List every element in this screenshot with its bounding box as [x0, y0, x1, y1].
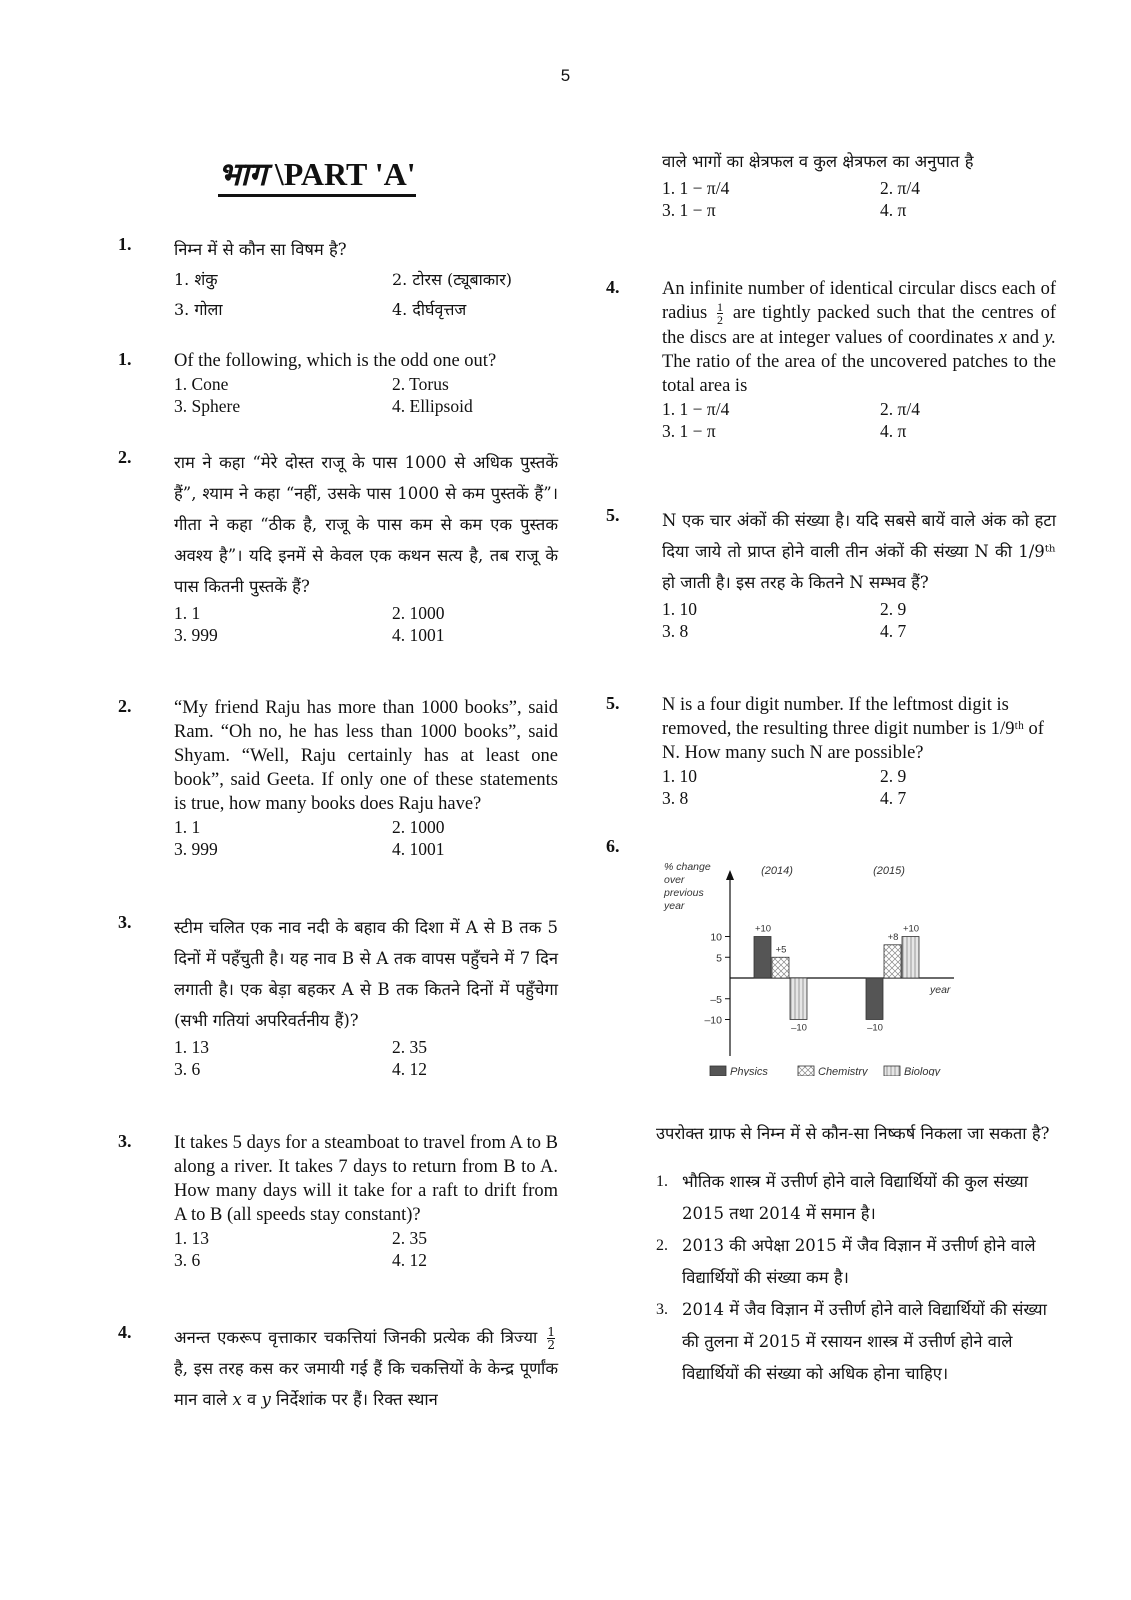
options — [174, 602, 558, 646]
text-segment: अनन्त एकरूप वृत्ताकार चकत्तियां जिनकी प्रत्येक की त्रिज्या — [174, 1328, 538, 1347]
title-hindi: भाग — [218, 155, 267, 193]
option: 4. 1001 — [392, 625, 445, 645]
option: 4. 12 — [392, 1059, 427, 1079]
question-1-english — [118, 349, 558, 417]
legend-label: Chemistry — [818, 1066, 868, 1076]
options — [174, 265, 558, 325]
fraction-numerator: 1 — [717, 300, 724, 315]
question-4-english — [606, 277, 1056, 442]
option: 4. 12 — [392, 1250, 427, 1270]
question-number: 1. — [118, 234, 132, 254]
text-segment: and — [1012, 328, 1039, 349]
question-3-hindi — [118, 912, 558, 1080]
question-2-english — [118, 696, 558, 860]
bar-chart — [658, 836, 958, 1076]
question-number: 4. — [606, 277, 620, 297]
data-label: –10 — [867, 1022, 883, 1034]
question-number: 1. — [118, 349, 132, 369]
options — [174, 1036, 558, 1080]
option: 2. 35 — [392, 1228, 427, 1248]
question-number: 6. — [606, 836, 620, 856]
y-tick-label: –10 — [704, 1014, 722, 1027]
legend-swatch — [884, 1066, 900, 1076]
fraction-numerator: 1 — [547, 1325, 556, 1339]
option-number: 3. — [656, 1300, 668, 1318]
option-number: 2. — [656, 1236, 668, 1254]
bar-biology — [790, 978, 807, 1020]
option: 2. 35 — [392, 1037, 427, 1057]
option-number: 1. — [656, 1172, 668, 1190]
question-text: N एक चार अंकों की संख्या है। यदि सबसे बायें वाले अंक को हटा दिया जाये तो प्राप्त होने वाली तीन अंकों की संख्या N की 1/9ᵗʰ हो जाती है। इस तरह के कितने N सम्भव हैं? — [662, 511, 1056, 592]
variable-y: y. — [1044, 328, 1057, 349]
question-4-hindi-continued — [606, 146, 1056, 221]
option: 3. Sphere — [174, 396, 241, 416]
text-segment: है, इस तरह कस कर जमायी गई हैं कि चकत्तियों के केन्द्र पूर्णांक मान वाले — [174, 1359, 558, 1409]
y-axis-label: previous — [664, 887, 704, 899]
y-axis-label: over — [664, 874, 685, 886]
option: 4. Ellipsoid — [392, 396, 473, 416]
question-3-english — [118, 1131, 558, 1271]
question-text — [662, 277, 1056, 398]
option: 3. 6 — [174, 1059, 201, 1079]
question-text: राम ने कहा “मेरे दोस्त राजू के पास 1000 से अधिक पुस्तकें हैं”, श्याम ने कहा “नहीं, उसके पास 1000 से कम पुस्तकें हैं”। गीता ने कहा “ठीक है, राजू के पास कम से कम एक पुस्तक अवश्य है”। यदि इनमें से केवल एक कथन सत्य है, तब राजू के पास कितनी पुस्तकें हैं? — [174, 453, 558, 596]
fraction-denominator: 2 — [717, 313, 724, 328]
question-number: 5. — [606, 505, 620, 525]
question-number: 4. — [118, 1322, 132, 1342]
option: 1. 1 − π/4 — [662, 399, 730, 420]
option: 3. 999 — [174, 625, 218, 645]
option: 4. 1001 — [392, 839, 445, 859]
question-4-hindi — [118, 1322, 558, 1415]
option: 3. 6 — [174, 1250, 201, 1270]
title-english: \PART 'A' — [274, 156, 416, 192]
question-text: उपरोक्त ग्राफ से निम्न में से कौन-सा निष्कर्ष निकला जा सकता है? — [656, 1124, 1050, 1143]
text-segment: निर्देशांक पर हैं। रिक्त स्थान — [276, 1390, 438, 1409]
y-tick-label: 10 — [710, 931, 722, 944]
option — [656, 1294, 1056, 1390]
option: 1. 13 — [174, 1228, 209, 1248]
bar-chemistry — [884, 945, 901, 978]
bar-physics — [866, 978, 883, 1020]
option: 1. 1 — [174, 817, 201, 837]
option: 1. 10 — [662, 599, 697, 619]
legend-swatch — [798, 1066, 814, 1076]
text-segment: An infinite number of identical circular discs each of radius — [662, 279, 1056, 323]
options — [662, 598, 1056, 642]
option: 4. दीर्घवृत्तज — [392, 300, 467, 319]
question-5-english — [606, 693, 1056, 809]
option: 4. π — [880, 200, 907, 220]
text-segment: are tightly packed such that the centres of the discs are at integer values of coordinates — [662, 303, 1056, 349]
category-label: (2014) — [761, 865, 793, 877]
question-number: 5. — [606, 693, 620, 713]
option: 3. 1 − π — [662, 421, 716, 442]
y-axis-label: % change — [664, 861, 711, 873]
option: 4. 7 — [880, 621, 907, 641]
text-segment: The ratio of the area of the uncovered patches to the total area is — [662, 352, 1056, 397]
option: 2. 9 — [880, 766, 907, 786]
page-number: 5 — [560, 66, 571, 85]
options — [174, 1227, 558, 1271]
y-axis-arrow — [726, 870, 734, 880]
legend-swatch — [710, 1066, 726, 1076]
option: 1. 1 − π/4 — [662, 178, 730, 198]
legend-label: Biology — [904, 1066, 941, 1076]
data-label: +5 — [775, 944, 787, 956]
options — [656, 1166, 1056, 1390]
option: 2. π/4 — [880, 178, 920, 198]
option: 2. 1000 — [392, 817, 445, 837]
question-1-hindi — [118, 234, 558, 325]
legend-label: Physics — [730, 1066, 768, 1076]
option-text: भौतिक शास्त्र में उत्तीर्ण होने वाले विद्यार्थियों की कुल संख्या 2015 तथा 2014 में समान है। — [682, 1171, 1029, 1223]
text-segment: व — [247, 1390, 257, 1409]
x-axis-label: year — [930, 984, 951, 996]
option: 1. शंकु — [174, 270, 218, 289]
question-5-hindi — [606, 505, 1056, 642]
bar-biology — [902, 937, 919, 979]
question-number: 2. — [118, 447, 132, 467]
option: 1. 10 — [662, 766, 697, 786]
option: 2. π/4 — [880, 399, 920, 420]
option: 3. 8 — [662, 788, 689, 808]
option — [656, 1166, 1056, 1230]
option — [656, 1230, 1056, 1294]
fraction-denominator: 2 — [547, 1338, 556, 1352]
question-number: 3. — [118, 1131, 132, 1151]
question-text: It takes 5 days for a steamboat to travel from A to B along a river. It takes 7 days to return from B to A. How many days will it take for a raft to drift from A to B (all speeds stay constant)? — [174, 1133, 558, 1225]
option: 1. 1 — [174, 603, 201, 623]
category-label: (2015) — [873, 865, 905, 877]
question-text: वाले भागों का क्षेत्रफल व कुल क्षेत्रफल का अनुपात है — [662, 152, 974, 171]
option: 3. 8 — [662, 621, 689, 641]
question-text: “My friend Raju has more than 1000 books”, said Ram. “Oh no, he has less than 1000 books”, said Shyam. “Well, Raju certainly has at least one book”, said Geeta. If only one of these statements is true, how many books does Raju have? — [174, 698, 558, 814]
question-text: N is a four digit number. If the leftmost digit is removed, the resulting three digit number is 1/9ᵗʰ of N. How many such N are possible? — [662, 695, 1044, 763]
option: 4. 7 — [880, 788, 907, 808]
data-label: +10 — [902, 923, 920, 935]
data-label: +10 — [754, 923, 772, 935]
option: 3. 1 − π — [662, 200, 716, 220]
bar-chemistry — [772, 957, 789, 978]
option-text: 2013 की अपेक्षा 2015 में जैव विज्ञान में उत्तीर्ण होने वाले विद्यार्थियों की संख्या कम है। — [682, 1235, 1036, 1287]
y-tick-label: –5 — [710, 993, 722, 1006]
option: 2. 9 — [880, 599, 907, 619]
fraction — [717, 301, 723, 326]
question-text: निम्न में से कौन सा विषम है? — [174, 240, 347, 259]
variable-y: y — [261, 1390, 271, 1409]
question-text — [174, 1322, 558, 1415]
options — [662, 398, 1056, 442]
question-2-hindi — [118, 447, 558, 646]
variable-x: x — [998, 328, 1007, 349]
data-label: +8 — [887, 931, 899, 943]
option: 3. 999 — [174, 839, 218, 859]
options — [174, 373, 558, 417]
bar-physics — [754, 937, 771, 979]
y-axis-label: year — [664, 900, 685, 912]
question-number: 3. — [118, 912, 132, 932]
question-text: Of the following, which is the odd one out? — [174, 351, 497, 371]
option: 2. Torus — [392, 374, 449, 394]
option: 1. 13 — [174, 1037, 209, 1057]
option: 2. 1000 — [392, 603, 445, 623]
options — [662, 765, 1056, 809]
variable-x: x — [232, 1390, 242, 1409]
option: 2. टोरस (ट्यूबाकार) — [392, 270, 512, 289]
options — [174, 816, 558, 860]
options — [662, 177, 1056, 221]
option: 4. π — [880, 421, 907, 442]
question-number: 2. — [118, 696, 132, 716]
data-label: –10 — [791, 1022, 807, 1034]
option: 1. Cone — [174, 374, 229, 394]
fraction — [547, 1326, 555, 1351]
option: 3. गोला — [174, 300, 223, 319]
y-tick-label: 5 — [716, 952, 722, 965]
option-text: 2014 में जैव विज्ञान में उत्तीर्ण होने वाले विद्यार्थियों की संख्या की तुलना में 2015 में रसायन शास्त्र में उत्तीर्ण होने वाले विद्यार्थियों की संख्या को अधिक होना चाहिए। — [682, 1299, 1047, 1383]
page-title — [218, 152, 416, 195]
question-6 — [606, 836, 1056, 1406]
question-text: स्टीम चलित एक नाव नदी के बहाव की दिशा में A से B तक 5 दिनों में पहँचुती है। यह नाव B से A तक वापस पहुँचने में 7 दिन लगाती है। एक बेड़ा बहकर A से B तक कितने दिनों में पहुँचेगा (सभी गतियां अपरिवर्तनीय हैं)? — [174, 918, 558, 1030]
